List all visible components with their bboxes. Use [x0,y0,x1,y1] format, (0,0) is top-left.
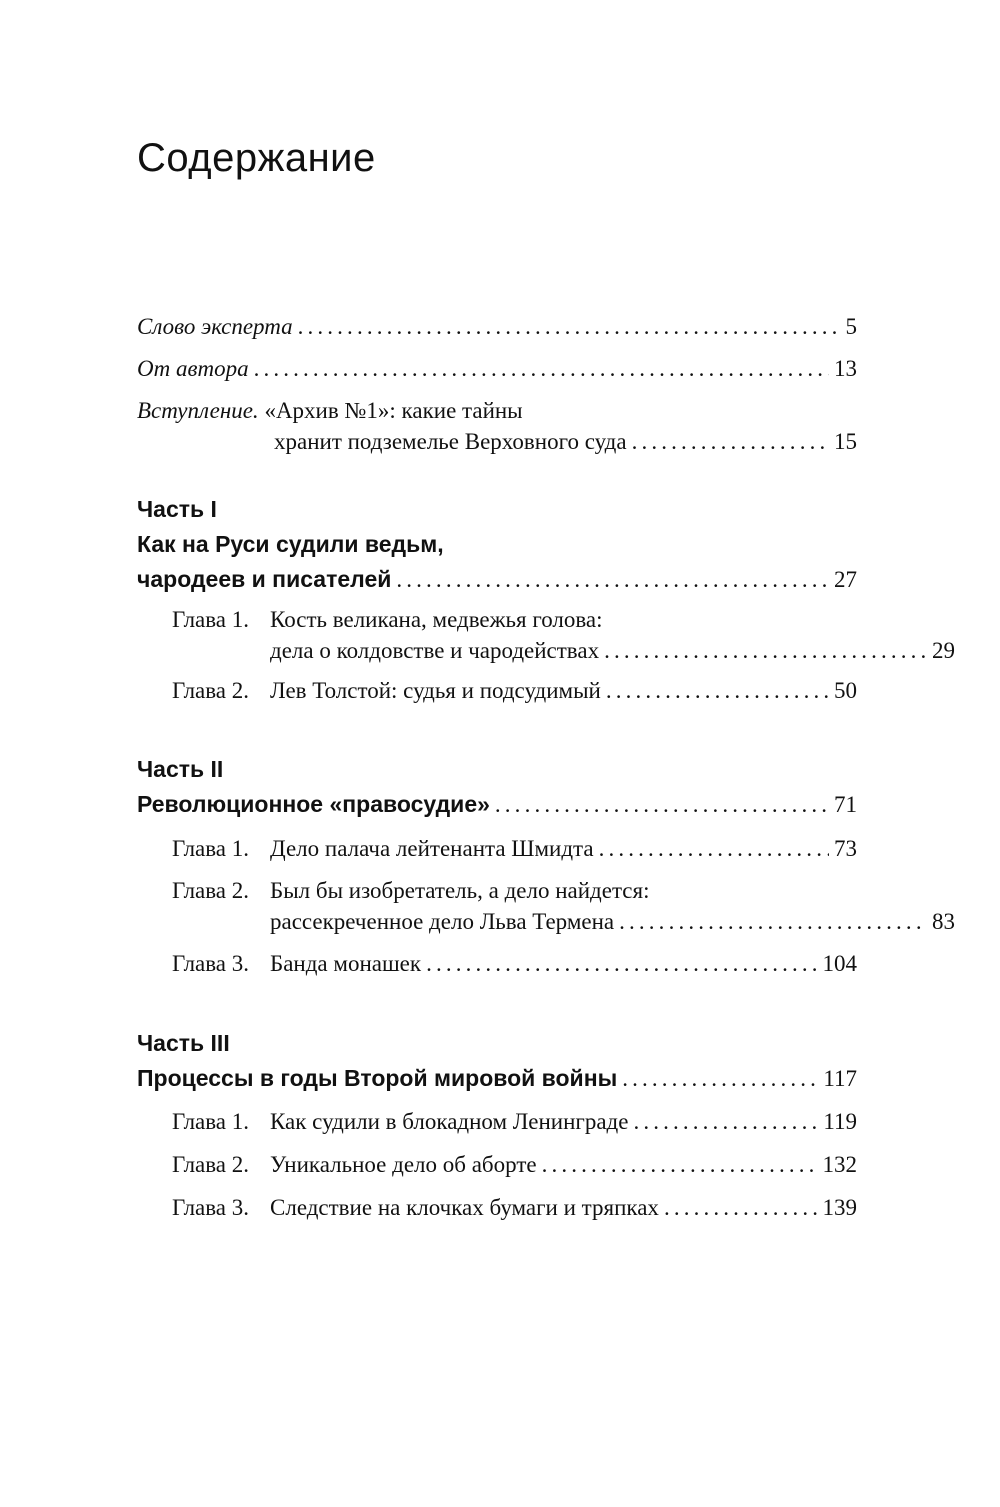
toc-part-3[interactable] [137,1026,857,1096]
chapter-title-line: Следствие на клочках бумаги и тряпках [270,1195,659,1220]
toc-chapter-2-3[interactable] [137,948,857,979]
chapter-title-line: рассекреченное дело Льва Термена [270,909,615,934]
chapter-label: Глава 3. [172,951,250,976]
toc-entry-label: Вступление. [137,398,259,423]
toc-entry-label: Слово эксперта [137,314,293,339]
toc-chapter-2-1[interactable] [137,833,857,864]
part-title-line: Как на Руси судили ведьм, [137,531,444,557]
toc-entry-label: От автора [137,356,249,381]
part-title-line: Революционное «правосудие» [137,791,490,817]
chapter-title-line: Дело палача лейтенанта Шмидта [270,836,594,861]
chapter-label: Глава 2. [172,878,250,903]
toc-part-1[interactable] [137,492,857,597]
page-number: 73 [834,836,857,861]
dot-leader [599,833,829,864]
chapter-title-line: Как судили в блокадном Ленинграде [270,1109,629,1134]
page-number: 132 [822,1152,857,1177]
toc-entry-title-line: хранит подземелье Верховного суда [274,429,627,454]
dot-leader [633,1106,818,1137]
dot-leader [604,635,927,666]
page-number: 29 [932,638,955,663]
toc-entry-title-line: «Архив №1»: какие тайны [264,398,523,423]
page-number: 83 [932,909,955,934]
chapter-label: Глава 1. [172,607,250,632]
toc-entry-from-author[interactable] [137,353,857,384]
dot-leader [542,1149,818,1180]
dot-leader [619,906,927,937]
part-heading: Часть III [137,1030,230,1056]
toc-part-2[interactable] [137,752,857,822]
dot-leader [622,1061,818,1096]
dot-leader [396,562,829,597]
chapter-title-line: Лев Толстой: судья и подсудимый [270,678,601,703]
toc-chapter-2-2[interactable] [137,875,955,937]
part-title-line: чародеев и писателей [137,566,392,592]
page-number: 139 [822,1195,857,1220]
page-number: 13 [834,356,857,381]
page-number: 27 [834,567,857,592]
page-number: 119 [823,1109,857,1134]
dot-leader [426,948,817,979]
toc-chapter-1-2[interactable] [137,675,857,706]
chapter-title-line: Уникальное дело об аборте [270,1152,537,1177]
toc-chapter-3-3[interactable] [137,1192,857,1223]
toc-entry-expert-word[interactable] [137,311,857,342]
part-heading: Часть I [137,496,217,522]
chapter-label: Глава 2. [172,678,250,703]
chapter-label: Глава 1. [172,1109,250,1134]
chapter-label: Глава 1. [172,836,250,861]
chapter-label: Глава 3. [172,1195,250,1220]
part-heading: Часть II [137,756,224,782]
dot-leader [254,353,829,384]
dot-leader [298,311,841,342]
dot-leader [632,426,829,457]
part-title-line: Процессы в годы Второй мировой войны [137,1065,618,1091]
page-number: 50 [834,678,857,703]
toc-chapter-3-1[interactable] [137,1106,857,1137]
dot-leader [664,1192,818,1223]
page-title: Содержание [137,136,376,180]
chapter-title-line: Кость великана, медвежья голова: [270,607,603,632]
page-number: 104 [822,951,857,976]
toc-chapter-3-2[interactable] [137,1149,857,1180]
chapter-title-line: Был бы изобретатель, а дело найдется: [270,878,650,903]
page-number: 15 [834,429,857,454]
chapter-title-line: дела о колдовстве и чародействах [270,638,600,663]
dot-leader [606,675,829,706]
toc-entry-introduction[interactable] [137,395,857,457]
page-number: 117 [823,1066,857,1091]
chapter-label: Глава 2. [172,1152,250,1177]
toc-chapter-1-1[interactable] [137,604,955,666]
dot-leader [495,787,829,822]
chapter-title-line: Банда монашек [270,951,422,976]
page-number: 71 [834,792,857,817]
page-number: 5 [845,314,857,339]
